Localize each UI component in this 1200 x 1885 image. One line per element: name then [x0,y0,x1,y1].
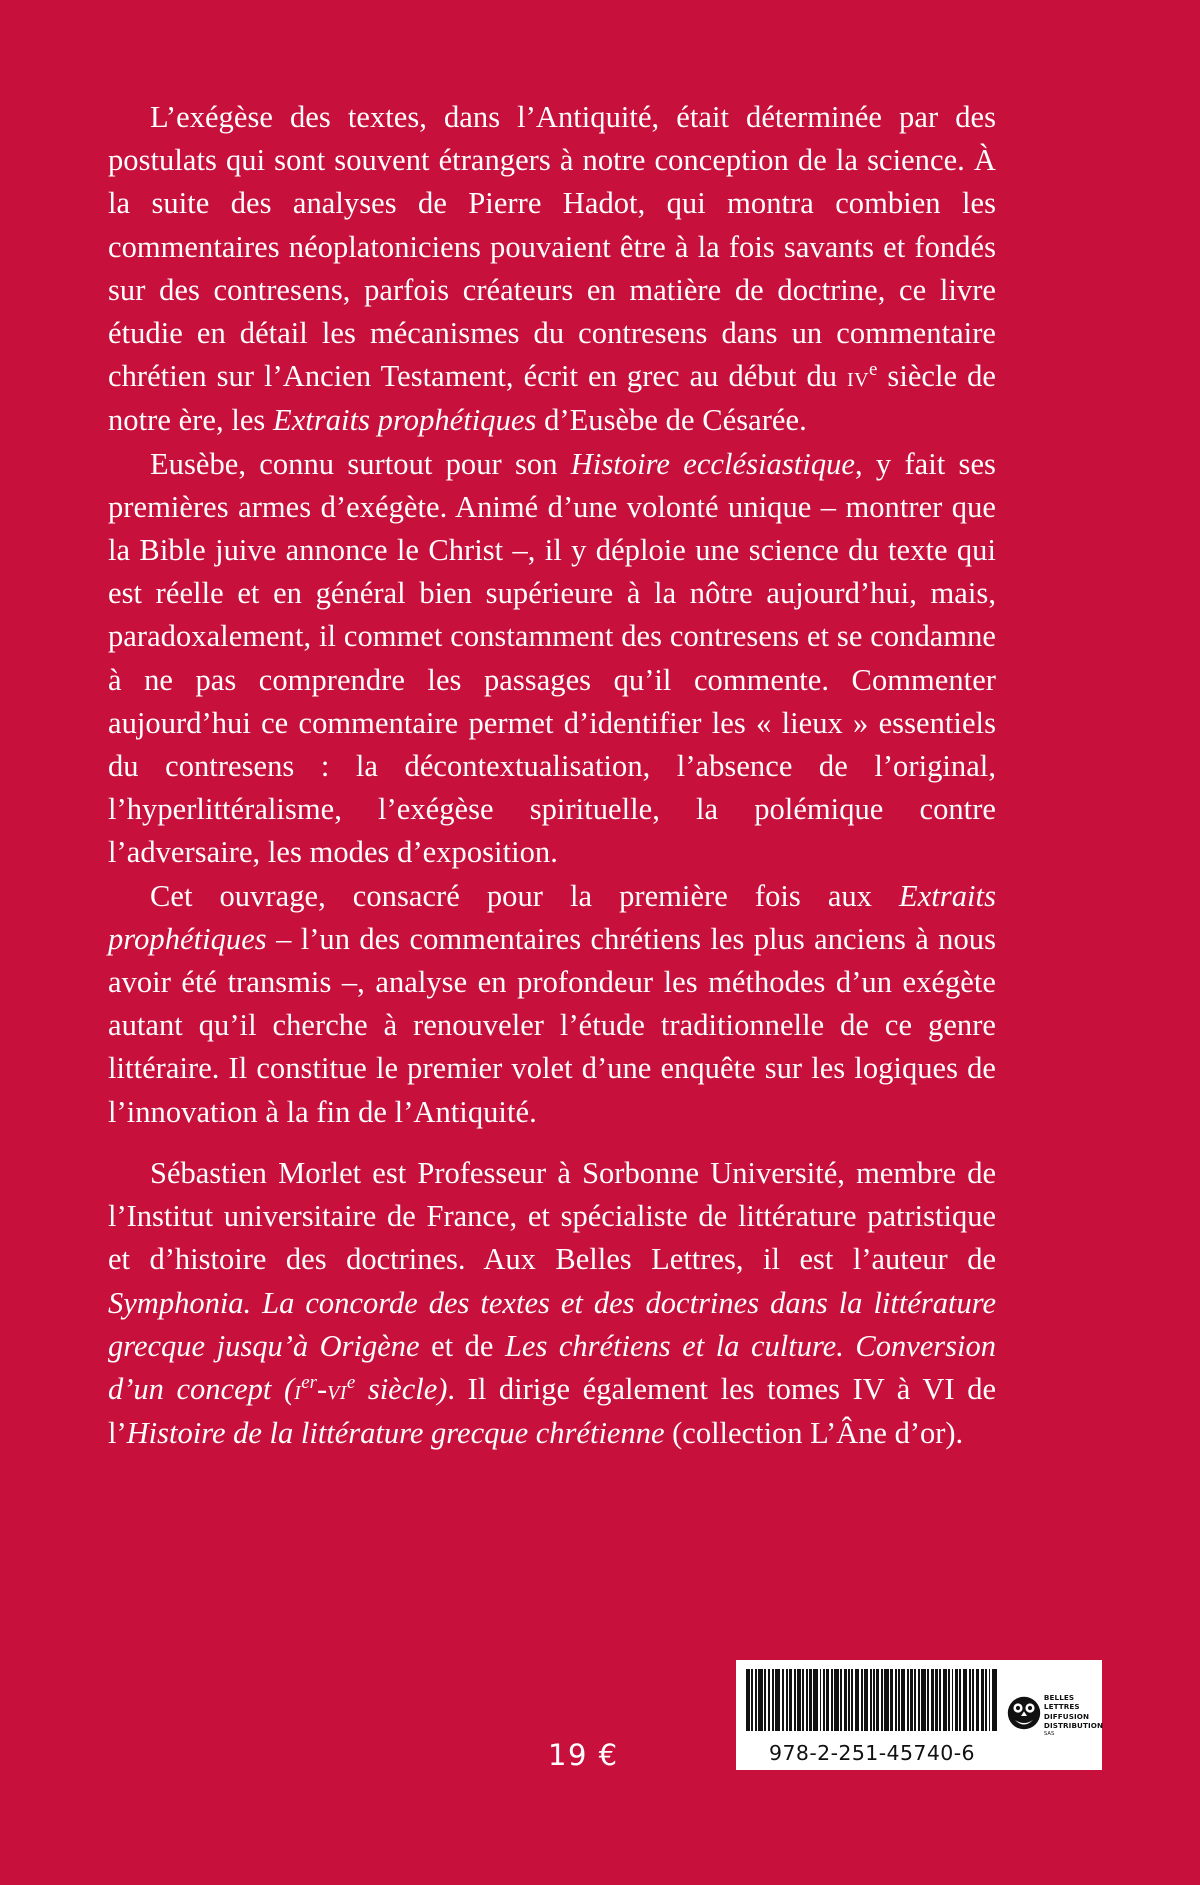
author-work-title-symphonia: Symphonia. La concorde des textes et des doctrines dans la littérature grecque jusqu’à Origène [108,1285,996,1363]
bio-text-part-1: Sébastien Morlet est Professeur à Sorbonne Université, membre de l’Institut universitaire de France, et spécialiste de littérature patristique et d’histoire des doctrines. Aux Belles Lettres, il est l’auteur de [108,1156,996,1277]
paragraph-3-text-part-2: – l’un des commentaires chrétiens les plus anciens à nous avoir été transmis –, analyse en profondeur les méthodes d’un exégète autant qu’il cherche à renouveler l’étude traditionnelle de ce genre littéraire. Il constitue le premier volet d’une enquête sur les logiques de l’innovation à la fin de l’Antiquité. [108,921,996,1129]
bio-text-part-4: (collection L’Âne d’or). [664,1416,964,1451]
paragraph-1-text-part-2: siècle de notre ère, les [108,359,997,438]
publisher-name-lines [1044,1693,1103,1738]
owl-icon [1007,1693,1041,1738]
century-second-numeral: vi [327,1374,347,1407]
bio-text-part-3: . Il dirige également les tomes IV à VI de l’ [108,1372,996,1451]
work-title-extraits-prophetiques: Extraits prophétiques [273,403,537,438]
paragraph-1-text-part-3: d’Eusèbe de Césarée. [536,403,807,438]
century-range-end: siècle) [355,1372,448,1407]
author-bio-paragraph [108,1152,996,1455]
publisher-line-4: SAS [1043,1730,1055,1737]
century-first-suffix: er [301,1371,317,1393]
blurb-paragraph-2 [108,443,996,875]
publisher-line-1: BELLES LETTRES [1043,1692,1080,1712]
isbn-number: 978-2-251-45740-6 [769,1740,975,1765]
author-work-title-les-chretiens: Les chrétiens et la culture. Conversion d’un concept ( [108,1328,996,1407]
paragraph-1-text-part-1: L’exégèse des textes, dans l’Antiquité, était déterminée par des postulats qui sont souvent étrangers à notre conception de la science. À la suite des analyses de Pierre Hadot, qui montra combien les commentaires néoplatoniciens pouvaient être à la fois savants et fondés sur des contresens, parfois créateurs en matière de doctrine, ce livre étudie en détail les mécanismes du contresens dans un commentaire chrétien sur l’Ancien Testament, écrit en grec au début du [108,100,996,394]
blurb-paragraph-1 [108,96,996,443]
barcode-bars [746,1669,998,1731]
author-bio-block [108,1152,996,1455]
roman-numeral-century: iv [847,361,869,394]
price-label: 19 € [548,1738,619,1772]
work-title-histoire-ecclesiastique: Histoire ecclésiastique [570,446,856,481]
paragraph-2-text-part-2: , y fait ses premières armes d’exégète. Animé d’une volonté unique – montrer que la Bible juive annonce le Christ –, il y déploie une science du texte qui est réelle et en général bien supérieure à la nôtre aujourd’hui, mais, paradoxalement, il commet constamment des contresens et se condamne à ne pas comprendre les passages qu’il commente. Commenter aujourd’hui ce commentaire permet d’identifier les « lieux » essentiels du contresens : la décontextualisation, l’absence de l’original, l’hyperlittéralisme, l’exégèse spirituelle, la polémique contre l’adversaire, les modes d’exposition. [108,446,996,870]
century-range-dash: - [316,1372,328,1407]
century-first-numeral: i [294,1374,302,1407]
publisher-line-2: DIFFUSION [1043,1711,1090,1721]
publisher-logo [1008,1660,1102,1770]
publisher-line-3: DISTRIBUTION [1043,1721,1104,1731]
bio-text-part-2: et de [419,1328,505,1363]
ordinal-suffix: e [868,359,878,381]
century-second-suffix: e [346,1371,356,1393]
paragraph-2-text-part-1: Eusèbe, connu surtout pour son [150,446,571,481]
author-work-title-histoire-litterature: Histoire de la littérature grecque chrétienne [126,1416,665,1451]
blurb-paragraph-3 [108,875,996,1134]
blurb-text [108,96,996,1134]
paragraph-3-text-part-1: Cet ouvrage, consacré pour la première fois aux [150,878,900,913]
isbn-barcode [736,1660,1008,1770]
work-title-extraits-prophetiques-2: Extraits prophétiques [108,878,996,956]
barcode-area [736,1660,1102,1770]
